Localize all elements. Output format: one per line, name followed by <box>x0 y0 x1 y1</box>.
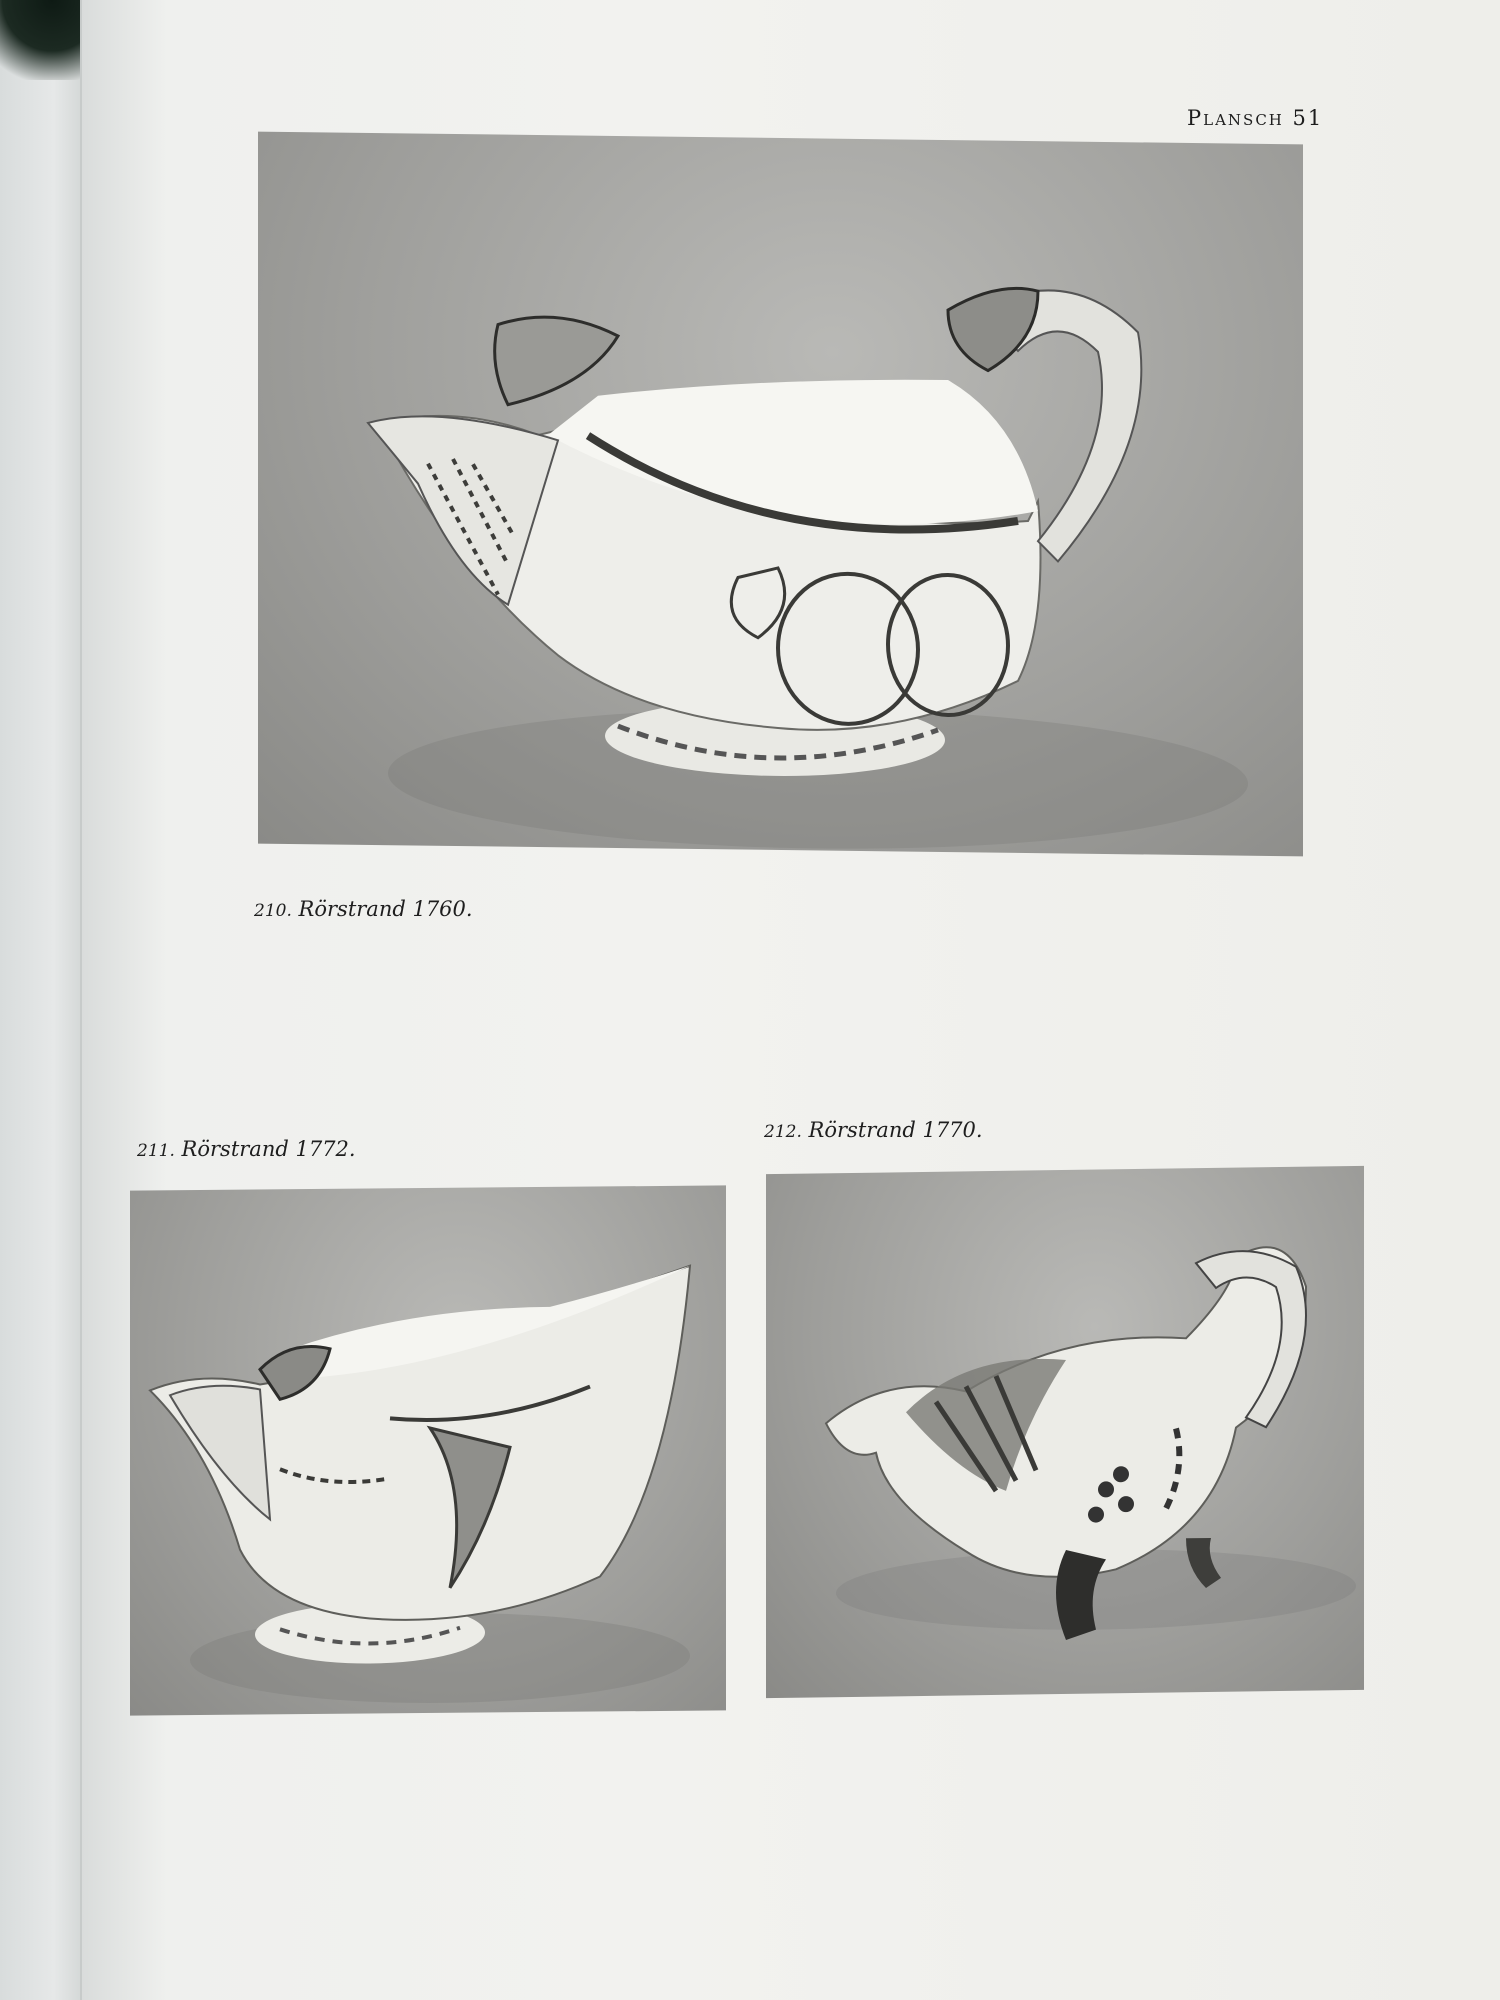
facing-page-edge <box>0 0 90 2000</box>
caption-212 <box>764 1118 983 1142</box>
figure-number: 211. <box>137 1141 175 1161</box>
photo-sauceboat-212 <box>766 1166 1364 1698</box>
figure-caption: Rörstrand 1770. <box>808 1118 983 1142</box>
photo-sauceboat-210 <box>258 132 1303 857</box>
figure-caption: Rörstrand 1772. <box>181 1137 356 1161</box>
figure-number: 210. <box>254 901 292 921</box>
plate-number: Plansch 51 <box>1187 106 1324 130</box>
caption-211 <box>137 1137 356 1161</box>
figure-number: 212. <box>764 1122 802 1142</box>
caption-210 <box>254 897 473 921</box>
figure-caption: Rörstrand 1760. <box>298 897 473 921</box>
photo-sauceboat-211 <box>130 1185 726 1715</box>
